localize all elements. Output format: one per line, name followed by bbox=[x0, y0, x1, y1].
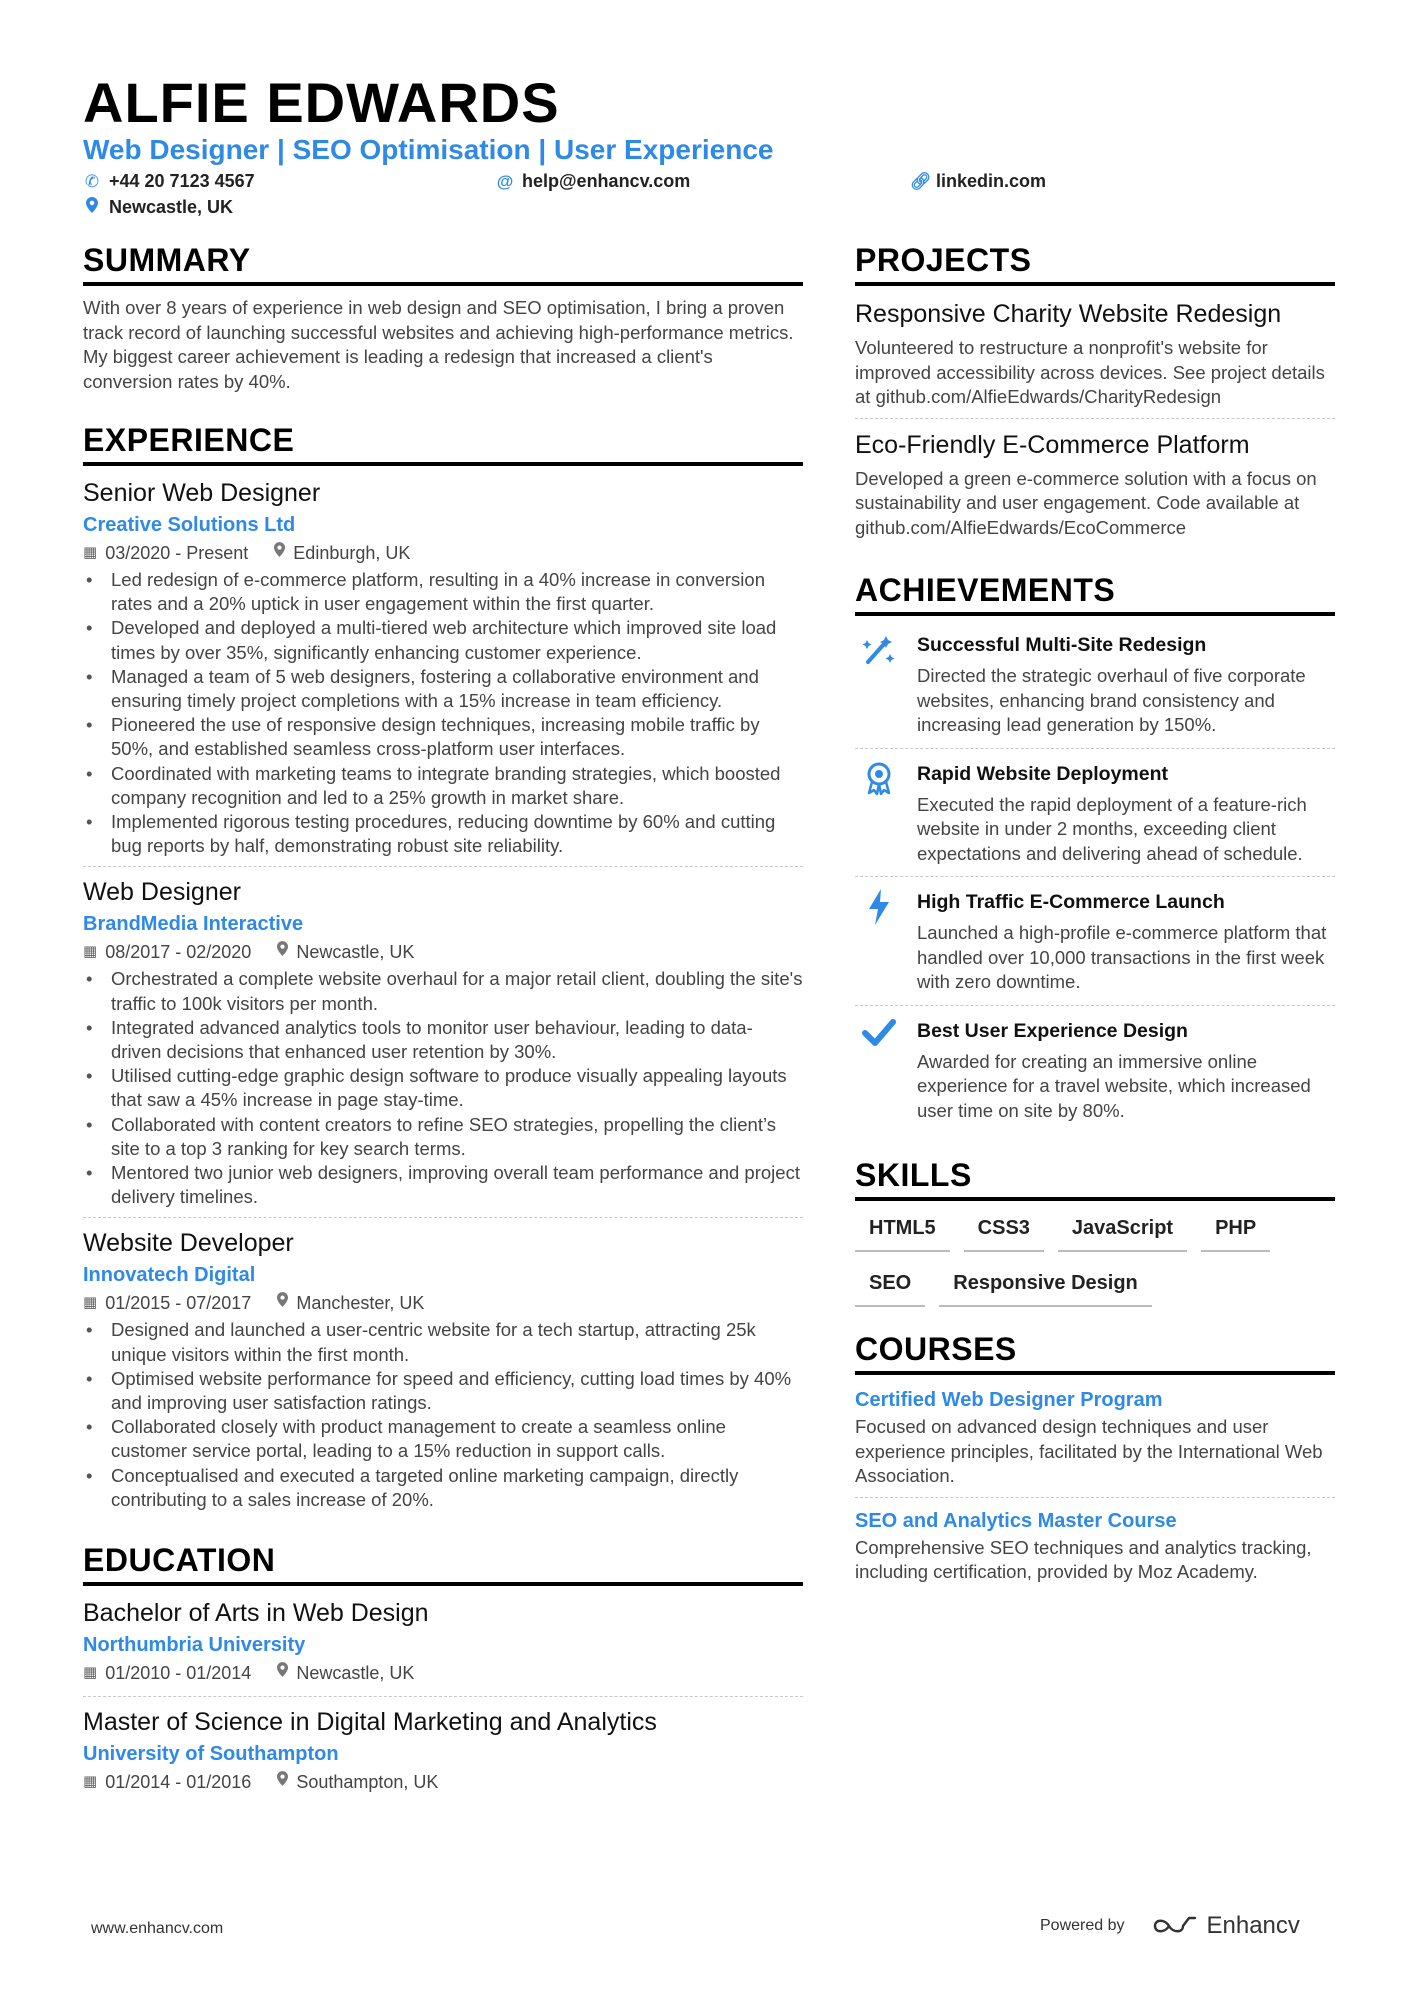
bullet-item: • Conceptualised and executed a targeted online marketing campaign, directly contributing to a sales increase of 20%. bbox=[83, 1464, 803, 1512]
experience-heading: EXPERIENCE bbox=[83, 420, 803, 466]
achievement-title: Successful Multi-Site Redesign bbox=[917, 634, 1207, 656]
location-pin-icon bbox=[277, 1290, 288, 1316]
calendar-icon: ▦ bbox=[83, 1773, 98, 1791]
bullet-item: • Mentored two junior web designers, improving overall team performance and project delivery timelines. bbox=[83, 1161, 803, 1209]
job-meta bbox=[83, 540, 803, 566]
education-entry bbox=[83, 1596, 803, 1696]
courses-section bbox=[855, 1329, 1335, 1593]
achievement-text: Directed the strategic overhaul of five corporate websites, enhancing brand consistency and increasing lead generation by 150%. bbox=[917, 665, 1306, 735]
achievement-text: Awarded for creating an immersive online experience for a travel website, which increased user time on site by 80%. bbox=[917, 1050, 1311, 1121]
at-icon: @ bbox=[496, 171, 514, 191]
skills-heading: SKILLS bbox=[855, 1155, 1335, 1201]
education-meta bbox=[83, 1769, 803, 1795]
bullet-item: • Developed and deployed a multi-tiered web architecture which improved site load times by over 35%, significantly enhancing customer experience. bbox=[83, 616, 803, 664]
job-dates: 01/2015 - 07/2017 bbox=[105, 1293, 252, 1314]
job-entry bbox=[83, 1217, 803, 1520]
bullet-item: • Led redesign of e-commerce platform, resulting in a 40% increase in conversion rates and a 20% uptick in user engagement within the first quarter. bbox=[83, 568, 803, 616]
location-pin-icon bbox=[277, 1769, 288, 1795]
candidate-name: ALFIE EDWARDS bbox=[83, 71, 560, 134]
job-meta bbox=[83, 939, 803, 965]
degree-title: Bachelor of Arts in Web Design bbox=[83, 1599, 429, 1628]
skill-tag: HTML5 bbox=[855, 1211, 950, 1252]
job-location: Newcastle, UK bbox=[296, 942, 415, 963]
achievement-title: High Traffic E-Commerce Launch bbox=[917, 891, 1225, 913]
skill-tag: CSS3 bbox=[964, 1211, 1044, 1252]
education-location: Southampton, UK bbox=[296, 1772, 439, 1793]
bullet-item: • Coordinated with marketing teams to integrate branding strategies, which boosted company recognition and led to a 25% growth in market share. bbox=[83, 762, 803, 810]
checkmark-icon bbox=[855, 1016, 903, 1124]
project-entry bbox=[855, 296, 1335, 418]
summary-text: With over 8 years of experience in web design and SEO optimisation, I bring a proven track record of launching successful websites and achieving high-performance metrics. My biggest career achievement is leading a redesign that increased a client's conversion rates by 40%. bbox=[83, 297, 794, 392]
achievement-entry bbox=[855, 748, 1335, 877]
calendar-icon: ▦ bbox=[83, 1294, 98, 1312]
job-location: Manchester, UK bbox=[296, 1293, 425, 1314]
enhancv-logo-icon bbox=[1151, 1915, 1197, 1937]
education-meta bbox=[83, 1660, 803, 1686]
education-location: Newcastle, UK bbox=[296, 1663, 415, 1684]
location-pin-icon bbox=[277, 939, 288, 965]
bullet-item: • Managed a team of 5 web designers, fostering a collaborative environment and ensuring timely project completions with a 15% increase in team efficiency. bbox=[83, 665, 803, 713]
achievement-entry bbox=[855, 620, 1335, 748]
job-entry bbox=[83, 866, 803, 1217]
achievement-text: Executed the rapid deployment of a feature-rich website in under 2 months, exceeding client expectations and delivering ahead of schedule. bbox=[917, 793, 1307, 864]
location-pin-icon bbox=[83, 197, 101, 218]
bullet-item: • Collaborated closely with product management to create a seamless online customer service portal, leading to a 15% reduction in support calls. bbox=[83, 1415, 803, 1463]
bullet-item: • Optimised website performance for speed and efficiency, cutting load times by 40% and improving user satisfaction ratings. bbox=[83, 1367, 803, 1415]
job-meta bbox=[83, 1290, 803, 1316]
course-description: Comprehensive SEO techniques and analytics tracking, including certification, provided by Moz Academy. bbox=[855, 1536, 1312, 1582]
skill-tag: PHP bbox=[1201, 1211, 1270, 1252]
experience-section bbox=[83, 420, 803, 1520]
footer-website[interactable]: www.enhancv.com bbox=[91, 1920, 224, 1937]
left-column bbox=[83, 240, 803, 1805]
contact-email[interactable]: @ help@enhancv.com bbox=[496, 171, 691, 191]
job-location: Edinburgh, UK bbox=[293, 543, 411, 563]
magic-wand-icon bbox=[855, 630, 903, 738]
education-entry bbox=[83, 1696, 803, 1805]
company-name: BrandMedia Interactive bbox=[83, 913, 304, 936]
location-pin-icon bbox=[274, 540, 285, 566]
school-name: University of Southampton bbox=[83, 1743, 339, 1766]
job-dates: 03/2020 - Present bbox=[105, 543, 249, 563]
achievements-heading: ACHIEVEMENTS bbox=[855, 570, 1335, 616]
course-entry bbox=[855, 1497, 1335, 1593]
job-dates: 08/2017 - 02/2020 bbox=[105, 942, 252, 963]
course-title: Certified Web Designer Program bbox=[855, 1389, 1163, 1411]
achievement-entry bbox=[855, 876, 1335, 1005]
projects-heading: PROJECTS bbox=[855, 240, 1335, 286]
location-pin-icon bbox=[277, 1660, 288, 1686]
course-description: Focused on advanced design techniques and user experience principles, facilitated by the International Web Association. bbox=[855, 1416, 1323, 1486]
bullet-item: • Orchestrated a complete website overhaul for a major retail client, doubling the site's traffic to 100k visitors per month. bbox=[83, 967, 803, 1015]
achievement-title: Best User Experience Design bbox=[917, 1019, 1188, 1042]
projects-section bbox=[855, 240, 1335, 548]
project-description: Developed a green e-commerce solution with a focus on sustainability and user engagement. Code available at github.com/AlfieEdwards/EcoCommerce bbox=[855, 467, 1317, 538]
bullet-item: • Implemented rigorous testing procedures, reducing downtime by 60% and cutting bug reports by half, demonstrating robust site reliability. bbox=[83, 810, 803, 858]
job-title: Web Designer bbox=[83, 878, 241, 907]
school-name: Northumbria University bbox=[83, 1634, 306, 1657]
job-title: Senior Web Designer bbox=[83, 479, 321, 507]
project-description: Volunteered to restructure a nonprofit's website for improved accessibility across devices. See project details at github.com/AlfieEdwards/CharityRedesign bbox=[855, 337, 1325, 407]
award-ribbon-icon bbox=[855, 759, 903, 867]
courses-heading: COURSES bbox=[855, 1329, 1335, 1375]
right-column bbox=[855, 240, 1335, 1593]
bullet-item: • Designed and launched a user-centric website for a tech startup, attracting 25k unique visitors within the first month. bbox=[83, 1318, 803, 1366]
bullet-item: • Utilised cutting-edge graphic design software to produce visually appealing layouts that saw a 45% increase in page stay-time. bbox=[83, 1064, 803, 1112]
skill-tag: SEO bbox=[855, 1266, 925, 1307]
calendar-icon: ▦ bbox=[83, 943, 98, 961]
company-name: Innovatech Digital bbox=[83, 1264, 256, 1287]
brand-name: Enhancv bbox=[1206, 1912, 1300, 1939]
achievement-title: Rapid Website Deployment bbox=[917, 762, 1169, 785]
company-name: Creative Solutions Ltd bbox=[83, 514, 296, 536]
contact-linkedin[interactable]: 🔗︎ linkedin.com bbox=[910, 171, 1047, 191]
skill-tag: JavaScript bbox=[1058, 1211, 1187, 1252]
candidate-title: Web Designer | SEO Optimisation | User Experience bbox=[83, 134, 774, 165]
enhancv-logo[interactable] bbox=[1151, 1912, 1300, 1940]
education-dates: 01/2010 - 01/2014 bbox=[105, 1663, 252, 1684]
achievement-text: Launched a high-profile e-commerce platform that handled over 10,000 transactions in the first week with zero downtime. bbox=[917, 922, 1327, 992]
bullet-item: • Pioneered the use of responsive design techniques, increasing mobile traffic by 50%, and established seamless cross-platform user interfaces. bbox=[83, 713, 803, 761]
job-bullets bbox=[83, 1318, 803, 1512]
contact-location: Newcastle, UK bbox=[83, 197, 233, 218]
job-title: Website Developer bbox=[83, 1229, 294, 1258]
bullet-item: • Collaborated with content creators to refine SEO strategies, propelling the client’s site to a top 3 ranking for key search terms. bbox=[83, 1113, 803, 1161]
calendar-icon: ▦ bbox=[83, 1664, 98, 1682]
course-entry bbox=[855, 1385, 1335, 1497]
job-entry bbox=[83, 476, 803, 866]
job-bullets bbox=[83, 568, 803, 858]
education-section bbox=[83, 1540, 803, 1805]
calendar-icon: ▦ bbox=[83, 544, 98, 561]
summary-section bbox=[83, 240, 803, 394]
link-icon: 🔗︎ bbox=[910, 171, 932, 191]
summary-heading: SUMMARY bbox=[83, 240, 803, 286]
bullet-item: • Integrated advanced analytics tools to monitor user behaviour, leading to data-driven decisions that enhanced user retention by 30%. bbox=[83, 1016, 803, 1064]
education-dates: 01/2014 - 01/2016 bbox=[105, 1772, 252, 1793]
degree-title: Master of Science in Digital Marketing and Analytics bbox=[83, 1708, 657, 1737]
contact-phone: ✆ +44 20 7123 4567 bbox=[84, 171, 255, 191]
course-title: SEO and Analytics Master Course bbox=[855, 1509, 1177, 1532]
project-title: Responsive Charity Website Redesign bbox=[855, 300, 1282, 328]
powered-by-label: Powered by bbox=[1040, 1917, 1125, 1934]
skills-list bbox=[855, 1211, 1335, 1307]
education-heading: EDUCATION bbox=[83, 1540, 803, 1586]
footer-branding bbox=[1040, 1912, 1300, 1940]
lightning-bolt-icon bbox=[855, 887, 903, 995]
skills-section bbox=[855, 1155, 1335, 1307]
phone-icon: ✆ bbox=[84, 171, 100, 191]
skill-tag: Responsive Design bbox=[939, 1266, 1152, 1307]
job-bullets bbox=[83, 967, 803, 1209]
achievement-entry bbox=[855, 1005, 1335, 1134]
achievements-section bbox=[855, 570, 1335, 1133]
project-title: Eco-Friendly E-Commerce Platform bbox=[855, 430, 1250, 459]
project-entry bbox=[855, 418, 1335, 549]
